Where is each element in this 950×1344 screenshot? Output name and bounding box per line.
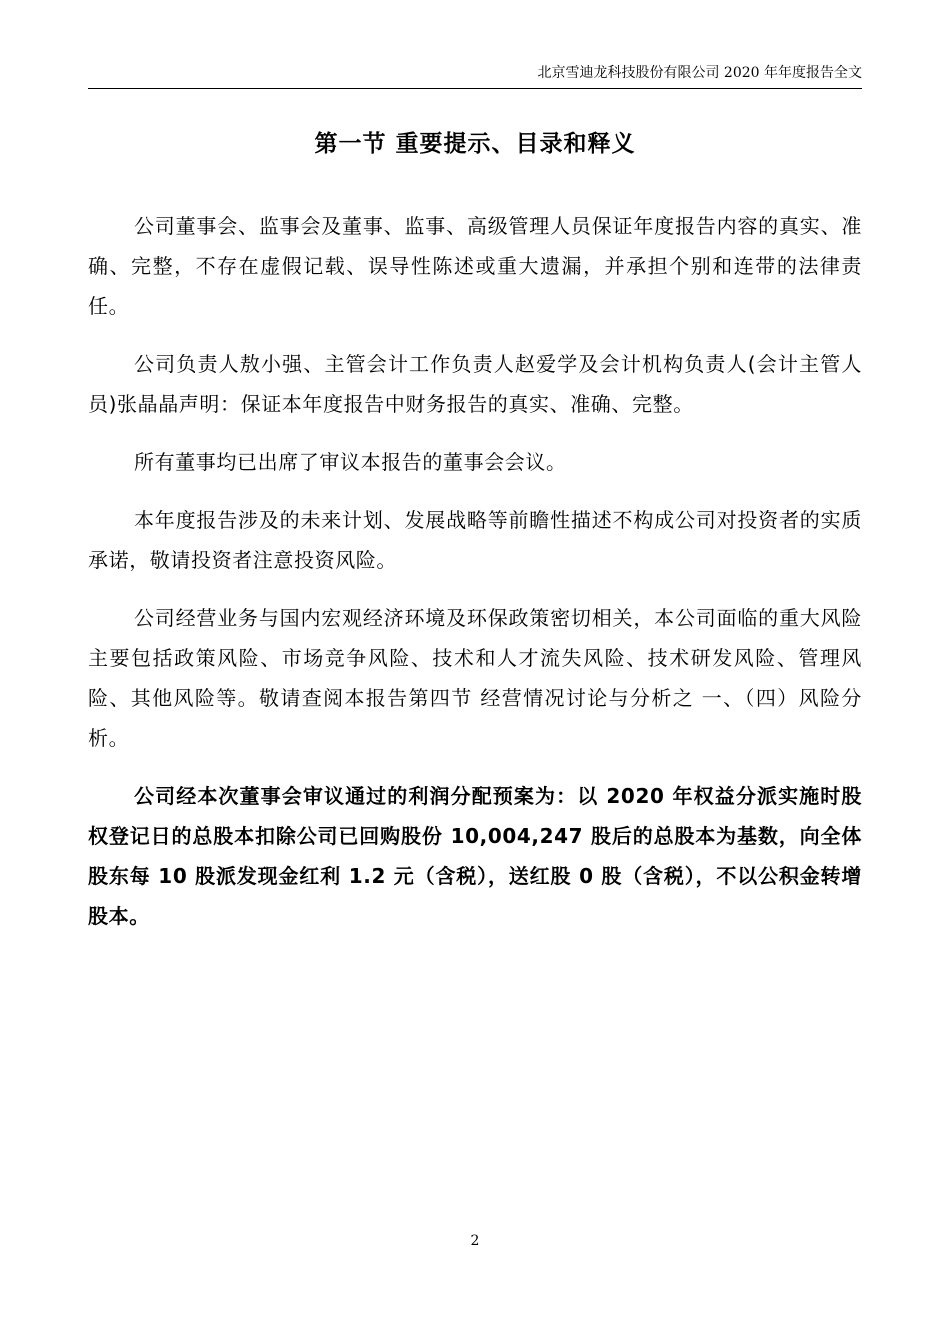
paragraph-responsibility-statement: 公司董事会、监事会及董事、监事、高级管理人员保证年度报告内容的真实、准确、完整，不存在虚假记载、误导性陈述或重大遗漏，并承担个别和连带的法律责任。 <box>88 214 862 318</box>
paragraph-profit-distribution: 公司经本次董事会审议通过的利润分配预案为：以 2020 年权益分派实施时股权登记日的总股本扣除公司已回购股份 10,004,247 股后的总股本为基数，向全体股东每 10 股派发现金红利 1.2 元（含税），送红股 0 股（含税），不以公积金转增股本。 <box>88 784 862 928</box>
paragraph-forward-looking-disclaimer: 本年度报告涉及的未来计划、发展战略等前瞻性描述不构成公司对投资者的实质承诺，敬请投资者注意投资风险。 <box>88 508 862 572</box>
header-divider <box>88 88 862 89</box>
paragraph-financial-statement-declaration: 公司负责人敖小强、主管会计工作负责人赵爱学及会计机构负责人(会计主管人员)张晶晶声明：保证本年度报告中财务报告的真实、准确、完整。 <box>88 352 862 416</box>
page-number: 2 <box>470 1233 480 1249</box>
section-title: 第一节 重要提示、目录和释义 <box>314 131 636 157</box>
document-body <box>88 206 862 954</box>
paragraph-risk-notice: 公司经营业务与国内宏观经济环境及环保政策密切相关，本公司面临的重大风险主要包括政策风险、市场竞争风险、技术和人才流失风险、技术研发风险、管理风险、其他风险等。敬请查阅本报告第四节 经营情况讨论与分析之 一、（四）风险分析。 <box>88 606 862 750</box>
paragraph-board-attendance: 所有董事均已出席了审议本报告的董事会会议。 <box>134 450 567 474</box>
running-header: 北京雪迪龙科技股份有限公司 2020 年年度报告全文 <box>537 65 862 81</box>
